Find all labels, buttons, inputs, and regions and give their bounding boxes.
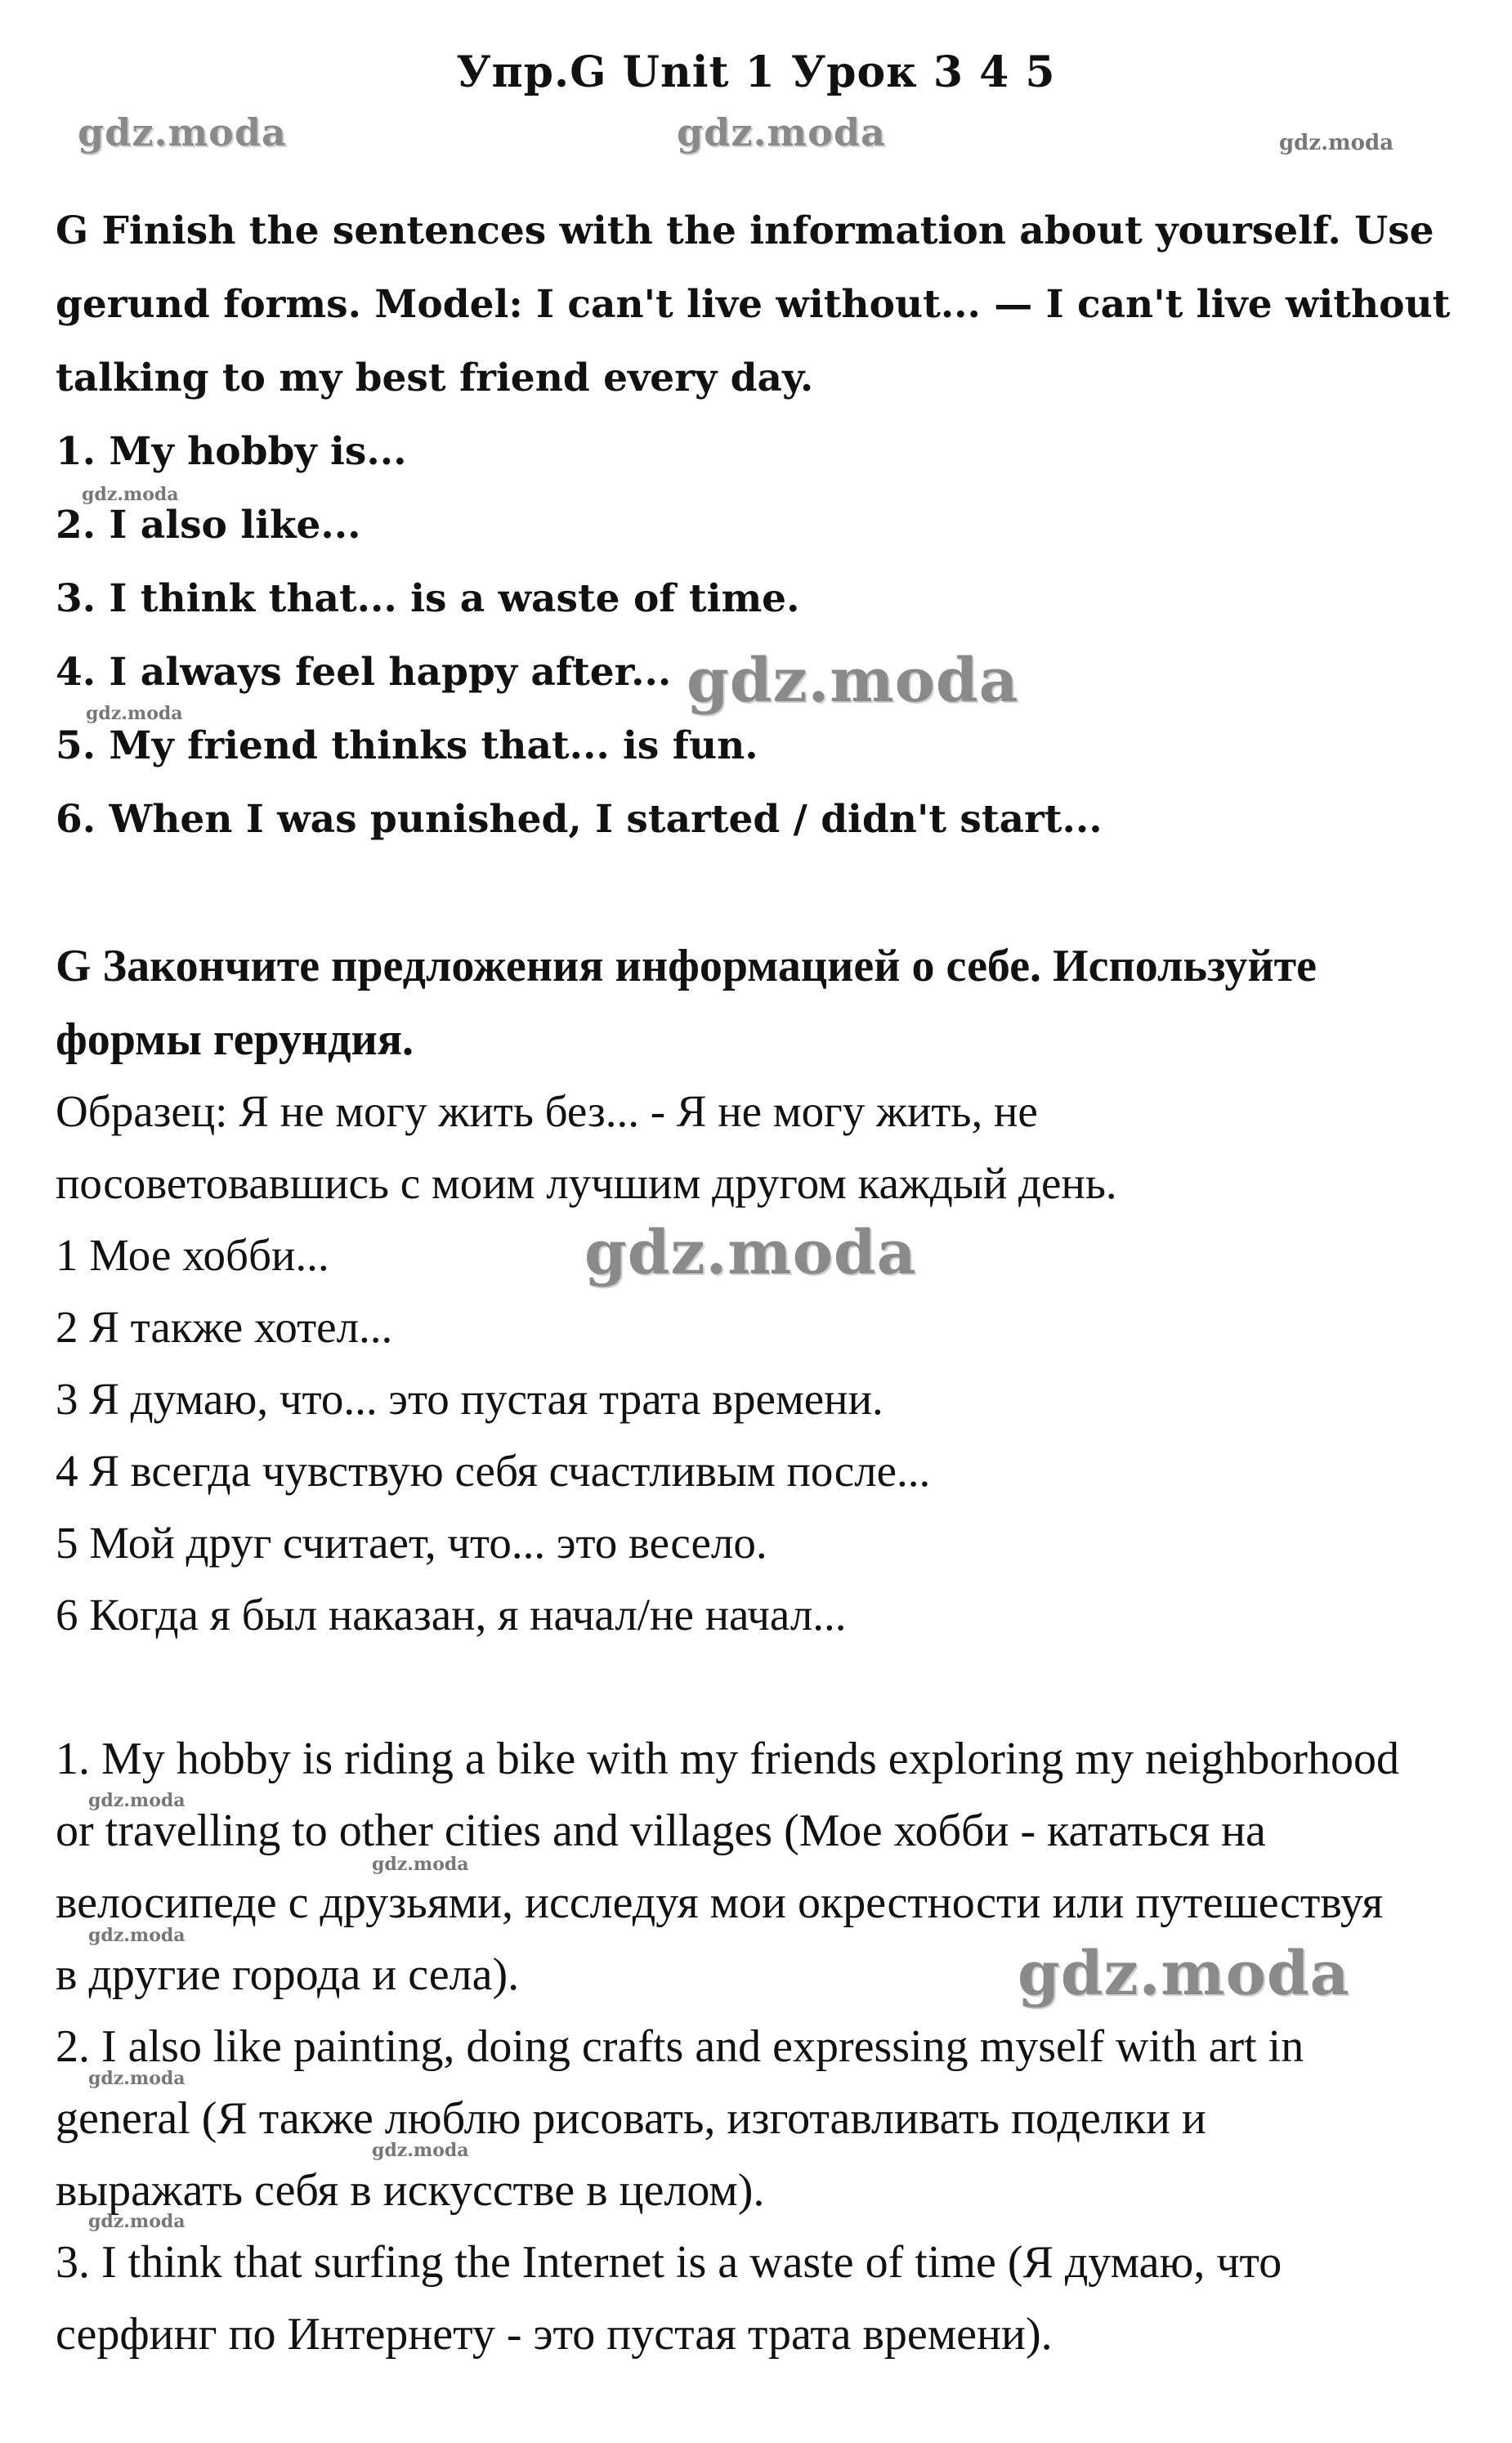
watermark-logo: gdz.moda: [687, 646, 1019, 716]
answer-line-8: 3. I think that surfing the Internet is a waste of time (Я думаю, что: [56, 2237, 1282, 2288]
task-en-item-5: 5. My friend thinks that... is fun.: [56, 723, 758, 768]
task-en-instruction-line-2: gerund forms. Model: I can't live without... — I can't live without: [56, 282, 1451, 327]
task-en-instruction-line-1: G Finish the sentences with the information about yourself. Use: [56, 208, 1434, 253]
answer-line-2: or travelling to other cities and villages (Мое хобби - кататься на: [56, 1805, 1266, 1856]
task-ru-item-6: 6 Когда я был наказан, я начал/не начал...: [56, 1590, 847, 1640]
task-ru-item-2: 2 Я также хотел...: [56, 1302, 393, 1352]
task-ru-model-line-1: Образец: Я не могу жить без... - Я не могу жить, не: [56, 1086, 1038, 1136]
answer-line-1: 1. My hobby is riding a bike with my friends exploring my neighborhood: [56, 1734, 1400, 1784]
task-en-item-4: 4. I always feel happy after...: [56, 650, 672, 695]
task-en-item-2: 2. I also like...: [56, 503, 361, 548]
answer-line-4: в другие города и села).: [56, 1949, 520, 2000]
task-en-item-6: 6. When I was punished, I started / didn't start...: [56, 797, 1103, 842]
task-ru-model-line-2: посоветовавшись с моим лучшим другом каждый день.: [56, 1158, 1117, 1208]
watermark-logo: gdz.moda: [372, 1854, 469, 1875]
watermark-logo: gdz.moda: [86, 703, 183, 724]
watermark-logo: gdz.moda: [88, 2068, 186, 2089]
task-ru-item-1: 1 Мое хобби...: [56, 1230, 329, 1280]
answer-line-5: 2. I also like painting, doing crafts and expressing myself with art in: [56, 2021, 1304, 2072]
answer-line-9: серфинг по Интернету - это пустая трата времени).: [56, 2309, 1053, 2360]
watermark-logo: gdz.moda: [1018, 1939, 1350, 2009]
watermark-logo: gdz.moda: [88, 1790, 186, 1811]
task-ru-heading-line-1: G Закончите предложения информацией о себе. Используйте: [56, 941, 1317, 991]
task-en-item-1: 1. My hobby is...: [56, 429, 407, 474]
watermark-logo: gdz.moda: [88, 2211, 186, 2232]
task-ru-heading-line-2: формы герундия.: [56, 1014, 414, 1065]
watermark-logo: gdz.moda: [78, 110, 287, 154]
task-ru-item-3: 3 Я думаю, что... это пустая трата времени.: [56, 1374, 883, 1424]
task-ru-item-4: 4 Я всегда чувствую себя счастливым после...: [56, 1446, 931, 1496]
watermark-logo: gdz.moda: [677, 110, 886, 154]
watermark-logo: gdz.moda: [88, 1925, 186, 1946]
page-title: Упр.G Unit 1 Урок 3 4 5: [456, 47, 1056, 97]
answer-line-7: выражать себя в искусстве в целом).: [56, 2165, 765, 2216]
watermark-logo: gdz.moda: [82, 484, 179, 505]
answer-line-3: велосипеде с друзьями, исследуя мои окрестности или путешествуя: [56, 1877, 1384, 1928]
task-en-instruction-line-3: talking to my best friend every day.: [56, 356, 814, 400]
task-ru-item-5: 5 Мой друг считает, что... это весело.: [56, 1518, 767, 1568]
watermark-logo: gdz.moda: [372, 2140, 469, 2161]
task-en-item-3: 3. I think that... is a waste of time.: [56, 576, 800, 621]
answer-line-6: general (Я также люблю рисовать, изготавливать поделки и: [56, 2093, 1206, 2144]
watermark-logo: gdz.moda: [584, 1218, 917, 1288]
watermark-logo: gdz.moda: [1279, 131, 1394, 155]
